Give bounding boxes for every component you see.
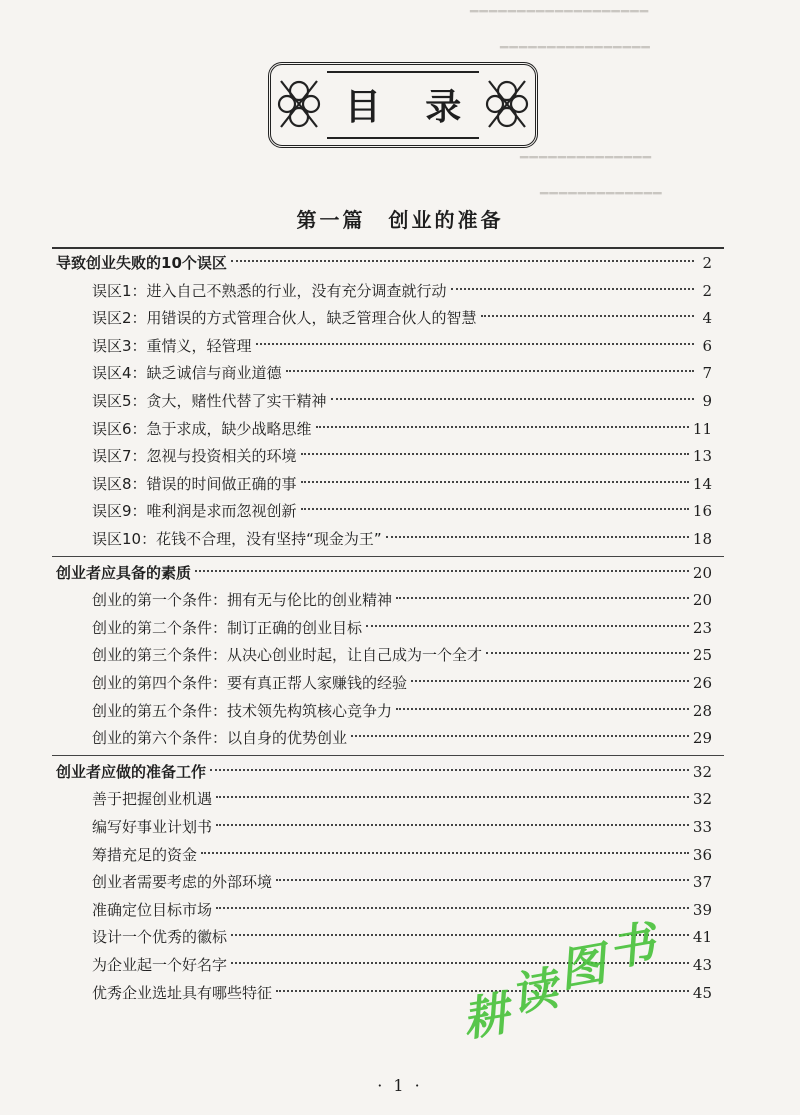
toc-entry[interactable] — [92, 471, 712, 497]
toc-entry[interactable] — [92, 869, 712, 895]
dot-leader — [351, 735, 689, 737]
toc-entry-title: 误区3：重情义，轻管理 — [92, 336, 252, 355]
toc-section-heading-page: 20 — [692, 563, 712, 582]
toc-entry-title: 误区7：忽视与投资相关的环境 — [92, 447, 297, 466]
toc-entry-title: 误区8：错误的时间做正确的事 — [92, 474, 297, 493]
toc-entry[interactable] — [92, 526, 712, 552]
toc-entry[interactable] — [92, 360, 712, 386]
bleed-through-text: ━━━━━━━━━━━━━━━━ — [500, 40, 651, 56]
dot-leader — [386, 536, 689, 538]
stamp-glyph: 图 — [554, 935, 616, 998]
toc-section-heading-page: 32 — [692, 762, 712, 781]
toc-entry-page: 4 — [702, 309, 712, 328]
toc-section-heading[interactable] — [56, 560, 712, 586]
dot-leader — [301, 508, 689, 510]
toc-entry-title: 准确定位目标市场 — [92, 900, 213, 919]
toc-entry-title: 误区5：贪大，赌性代替了实干精神 — [92, 392, 327, 410]
toc-entry-title: 设计一个优秀的徽标 — [92, 928, 228, 947]
toc-entry-page: 29 — [692, 729, 712, 748]
dot-leader — [216, 907, 689, 909]
dot-leader — [210, 769, 689, 771]
stamp-glyph: 读 — [506, 960, 568, 1023]
toc-entry[interactable] — [92, 333, 712, 359]
dot-leader — [396, 597, 689, 599]
toc-entry-title: 误区2：用错误的方式管理合伙人，缺乏管理合伙人的智慧 — [92, 309, 477, 328]
toc-entry[interactable] — [92, 416, 712, 442]
toc-entry-page: 13 — [692, 447, 712, 466]
bleed-through-text: ━━━━━━━━━━━━━ — [540, 186, 663, 202]
section-divider — [52, 755, 724, 756]
toc-entry[interactable] — [92, 498, 712, 524]
title-banner — [268, 62, 538, 148]
toc-entry-page: 6 — [702, 336, 712, 355]
dot-leader — [216, 824, 689, 826]
toc-entry-title: 创业的第三个条件：从决心创业时起，让自己成为一个全才 — [92, 646, 483, 665]
dot-leader — [201, 852, 689, 854]
dot-leader — [301, 453, 689, 455]
dot-leader — [256, 343, 694, 345]
toc-entry-title: 创业的第二个条件：制订正确的创业目标 — [92, 618, 363, 637]
toc-section-heading-page: 2 — [702, 254, 712, 272]
toc-section-heading[interactable] — [56, 759, 712, 785]
toc-entry-page: 45 — [692, 983, 712, 1002]
toc-section-heading-title: 创业者应具备的素质 — [56, 563, 192, 582]
dot-leader — [481, 315, 694, 317]
stamp-glyph: 书 — [604, 914, 665, 977]
toc-entry-title: 编写好事业计划书 — [92, 818, 213, 836]
bleed-through-text: ━━━━━━━━━━━━━━━━━━━ — [470, 4, 650, 20]
toc-entry-page: 28 — [692, 701, 712, 720]
toc-entry-page: 16 — [692, 502, 712, 521]
page-number: · 1 · — [377, 1076, 423, 1095]
toc-entry-page: 36 — [692, 845, 712, 864]
toc-entry-page: 14 — [692, 474, 712, 493]
divider — [52, 247, 724, 249]
toc-entry-page: 18 — [692, 530, 712, 548]
toc-entry-title: 误区6：急于求成，缺少战略思维 — [92, 419, 312, 438]
dot-leader — [195, 570, 689, 572]
dot-leader — [366, 625, 689, 627]
toc-entry-page: 7 — [702, 364, 712, 383]
toc-entry-title: 善于把握创业机遇 — [92, 790, 213, 809]
toc-entry[interactable] — [92, 278, 712, 304]
dot-leader — [411, 680, 689, 682]
toc-section-heading[interactable] — [56, 250, 712, 276]
section-divider — [52, 556, 724, 557]
toc-entry-page: 20 — [692, 591, 712, 610]
toc-entry[interactable] — [92, 305, 712, 331]
dot-leader — [301, 481, 689, 483]
toc-entry-title: 误区1：进入自己不熟悉的行业，没有充分调查就行动 — [92, 281, 447, 300]
toc-entry[interactable] — [92, 842, 712, 868]
toc-entry-title: 创业的第一个条件：拥有无与伦比的创业精神 — [92, 591, 393, 610]
toc-entry[interactable] — [92, 443, 712, 469]
dot-leader — [286, 370, 694, 372]
dot-leader — [276, 879, 689, 881]
stamp-glyph: 耕 — [458, 984, 519, 1048]
toc-entry-title: 创业的第六个条件：以自身的优势创业 — [92, 729, 348, 748]
toc-entry[interactable] — [92, 670, 712, 696]
toc-entry-title: 筹措充足的资金 — [92, 845, 198, 864]
toc-entry-title: 为企业起一个好名字 — [92, 956, 228, 974]
toc-entry-title: 创业的第五个条件：技术领先构筑核心竞争力 — [92, 701, 393, 720]
toc-entry-page: 11 — [692, 419, 712, 438]
toc-entry-title: 创业者需要考虑的外部环境 — [92, 873, 273, 892]
toc-entry[interactable] — [92, 725, 712, 751]
toc-entry[interactable] — [92, 698, 712, 724]
dot-leader — [451, 288, 694, 290]
toc-section-heading-title: 导致创业失败的10个误区 — [56, 254, 227, 272]
toc-entry-page: 43 — [692, 956, 712, 974]
toc-entry-title: 创业的第四个条件：要有真正帮人家赚钱的经验 — [92, 674, 408, 692]
toc-entry[interactable] — [92, 786, 712, 812]
dot-leader — [486, 652, 689, 654]
dot-leader — [396, 708, 689, 710]
toc-entry-page: 26 — [692, 674, 712, 692]
toc-entry-page: 37 — [692, 873, 712, 892]
toc-entry-page: 2 — [702, 281, 712, 300]
page-title: 目 录 — [344, 87, 478, 128]
toc-entry-page: 39 — [692, 900, 712, 919]
toc-entry-page: 32 — [692, 790, 712, 809]
toc-entry-page: 23 — [692, 618, 712, 637]
toc-entry-title: 误区9：唯利润是求而忽视创新 — [92, 502, 297, 521]
toc-entry-title: 优秀企业选址具有哪些特征 — [92, 983, 273, 1002]
toc-entry-page: 33 — [692, 818, 712, 836]
part-title: 第一篇 创业的准备 — [296, 208, 504, 232]
bleed-through-text: ━━━━━━━━━━━━━━ — [520, 150, 653, 166]
toc-entry-title: 误区10：花钱不合理，没有坚持“现金为王” — [92, 530, 382, 548]
toc-entry-page: 25 — [692, 646, 712, 665]
toc-entry-page: 41 — [692, 928, 712, 947]
dot-leader — [331, 398, 694, 400]
toc-entry[interactable] — [92, 615, 712, 641]
toc-entry-title: 误区4：缺乏诚信与商业道德 — [92, 364, 282, 383]
toc-section-heading-title: 创业者应做的准备工作 — [56, 762, 207, 781]
dot-leader — [216, 796, 689, 798]
toc-entry-page: 9 — [702, 392, 712, 410]
toc-entry[interactable] — [92, 642, 712, 668]
toc-entry[interactable] — [92, 388, 712, 414]
toc-entry[interactable] — [92, 814, 712, 840]
dot-leader — [231, 260, 694, 262]
toc-entry[interactable] — [92, 587, 712, 613]
dot-leader — [316, 426, 689, 428]
